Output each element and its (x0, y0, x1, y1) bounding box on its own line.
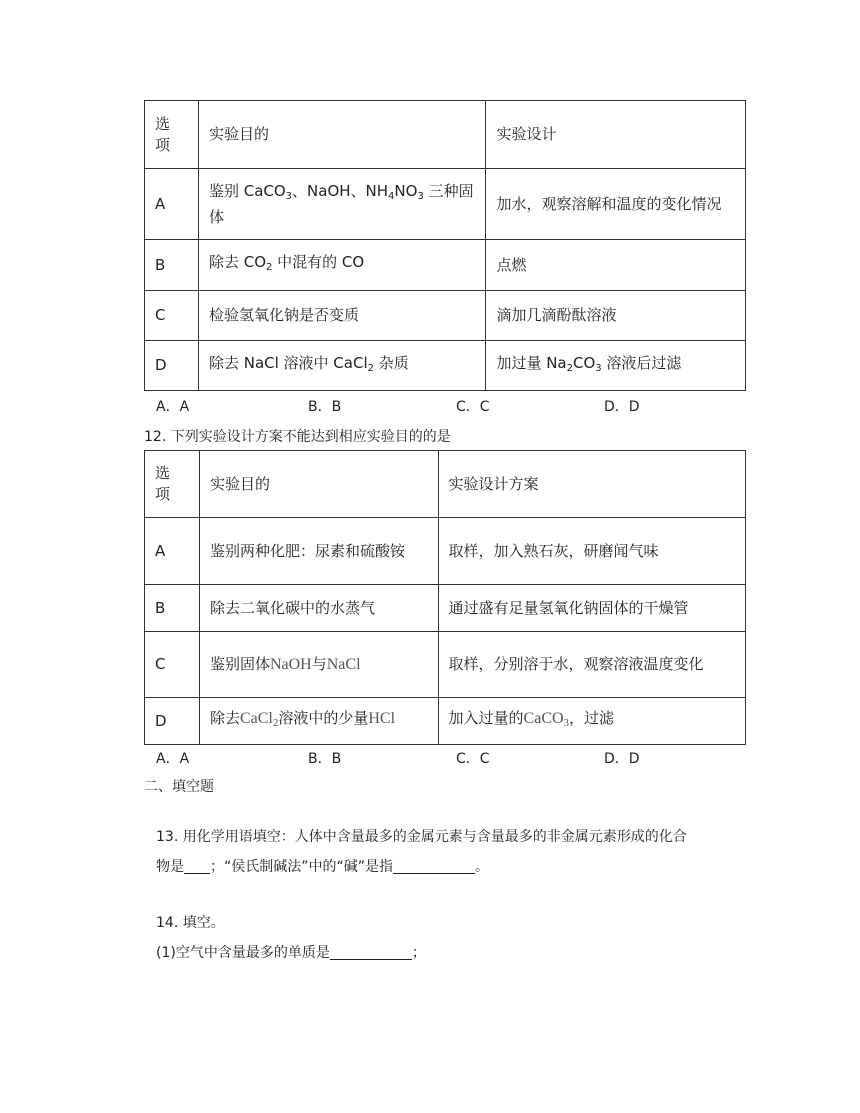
table-row (145, 632, 746, 698)
answer-option[interactable]: D．D (604, 751, 640, 767)
header-design: 实验设计 (486, 101, 746, 169)
question13-line2: 物是 ；“侯氏制碱法”中的“碱”是指 。 (156, 859, 490, 875)
table-header-row (145, 451, 746, 518)
formula: NaOH (269, 656, 312, 673)
table-row (145, 291, 746, 341)
design-cell: 加入过量的CaCO$_3$，过滤 (438, 698, 745, 745)
table-header-row (145, 101, 746, 169)
design-cell: 点燃 (486, 240, 746, 291)
question13-line1: 13. 用化学用语填空：人体中含量最多的金属元素与含量最多的非金属元素形成的化合 (156, 829, 687, 845)
answer-option[interactable]: C．C (456, 751, 490, 767)
option-cell: C (145, 291, 199, 341)
table-row (145, 240, 746, 291)
question11-table (144, 100, 746, 391)
header-purpose: 实验目的 (198, 101, 485, 169)
answer-option[interactable]: C．C (456, 399, 490, 415)
purpose-cell: 除去二氧化碳中的水蒸气 (199, 585, 438, 632)
header-purpose: 实验目的 (199, 451, 438, 518)
answer-blank[interactable] (393, 859, 475, 874)
purpose-cell: 除去 $CO_2$ 中混有的 CO (198, 240, 485, 291)
design-cell: 滴加几滴酚酞溶液 (486, 291, 746, 341)
design-cell: 取样，加入熟石灰，研磨闻气味 (438, 518, 745, 585)
answer-option[interactable]: A．A (156, 399, 190, 415)
design-cell: 加过量 $Na_2CO_3$ 溶液后过滤 (486, 341, 746, 391)
purpose-cell: 除去 NaCl 溶液中 CaCl$_2$ 杂质 (198, 341, 485, 391)
purpose-cell: 鉴别 CaCO$_3$、NaOH、$NH_4NO_3$ 三种固体 (198, 169, 485, 240)
purpose-cell: 检验氢氧化钠是否变质 (198, 291, 485, 341)
question12-stem: 12. 下列实验设计方案不能达到相应实验目的的是 (144, 429, 451, 445)
header-option: 选 项 (145, 101, 199, 169)
purpose-cell: 鉴别两种化肥：尿素和硫酸铵 (199, 518, 438, 585)
question12-table (144, 450, 746, 745)
table-row (145, 341, 746, 391)
formula: NaCl (326, 656, 361, 673)
design-cell: 通过盛有足量氢氧化钠固体的干燥管 (438, 585, 745, 632)
formula: CaCO (523, 710, 564, 727)
question14-sub1: (1)空气中含量最多的单质是 ； (156, 945, 426, 961)
table-row (145, 169, 746, 240)
design-cell: 取样，分别溶于水，观察溶液温度变化 (438, 632, 745, 698)
answer-blank[interactable] (184, 859, 210, 874)
table-row (145, 585, 746, 632)
option-cell: D (145, 341, 199, 391)
header-option: 选 项 (145, 451, 200, 518)
design-cell: 加水，观察溶解和温度的变化情况 (486, 169, 746, 240)
purpose-cell: 除去CaCl$_2$溶液中的少量HCl (199, 698, 438, 745)
question14-stem: 14. 填空。 (156, 915, 225, 931)
section-heading: 二、填空题 (144, 779, 214, 795)
formula: CaCl (239, 710, 273, 727)
answer-option[interactable]: B．B (308, 751, 342, 767)
answer-option[interactable]: A．A (156, 751, 190, 767)
header-design: 实验设计方案 (438, 451, 745, 518)
answer-blank[interactable] (330, 945, 412, 960)
option-cell: B (145, 585, 200, 632)
formula: HCl (368, 710, 396, 727)
table-row (145, 518, 746, 585)
answer-option[interactable]: D．D (604, 399, 640, 415)
option-cell: D (145, 698, 200, 745)
option-cell: B (145, 240, 199, 291)
option-cell: C (145, 632, 200, 698)
answer-option[interactable]: B．B (308, 399, 342, 415)
option-cell: A (145, 169, 199, 240)
table-row (145, 698, 746, 745)
option-cell: A (145, 518, 200, 585)
purpose-cell: 鉴别固体NaOH与NaCl (199, 632, 438, 698)
